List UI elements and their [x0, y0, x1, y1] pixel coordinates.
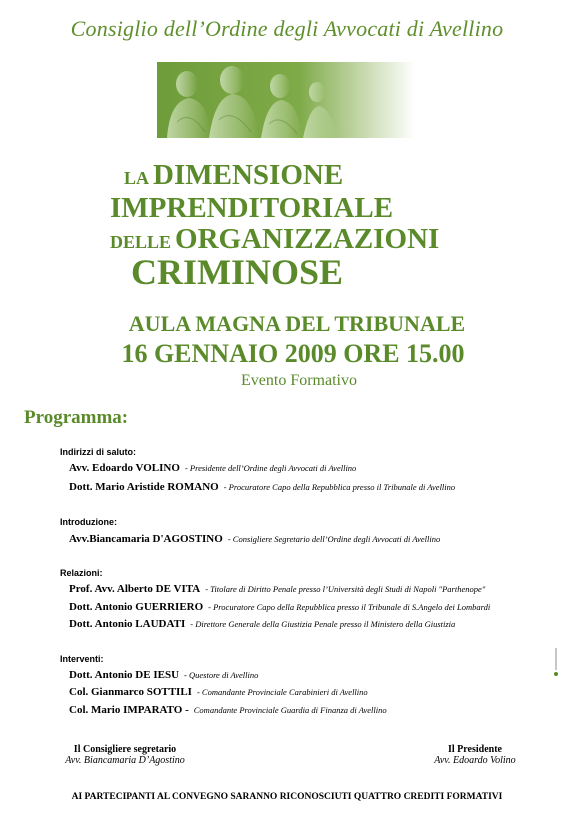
signature-role: Il Presidente [448, 744, 502, 755]
speaker-name: Col. Gianmarco SOTTILI [69, 686, 192, 698]
speaker-role: - Procuratore Capo della Repubblica presso il Tribunale di Avellino [223, 482, 456, 492]
section-label: Relazioni: [60, 568, 103, 578]
title-line-4: CRIMINOSE [131, 252, 344, 292]
speaker-role: - Questore di Avellino [184, 670, 259, 680]
program-row [69, 618, 455, 630]
venue: AULA MAGNA DEL TRIBUNALE [128, 311, 466, 336]
speaker-role: - Direttore Generale della Giustizia Penale presso il Ministero della Giustizia [190, 619, 456, 629]
title-line-1 [124, 161, 343, 190]
section-label: Introduzione: [60, 517, 117, 527]
title-line-3 [110, 225, 439, 254]
speaker-role: - Consigliere Segretario dell’Ordine degli Avvocati di Avellino [227, 534, 441, 544]
speaker-name: Dott. Mario Aristide ROMANO [69, 481, 219, 493]
title-word-dimensione: DIMENSIONE [153, 159, 344, 191]
speaker-name: Avv.Biancamaria D'AGOSTINO [69, 533, 223, 545]
speaker-role: Comandante Provinciale Guardia di Finanza di Avellino [193, 705, 387, 715]
signature-left [50, 744, 200, 766]
classical-figures-image [157, 62, 415, 138]
program-row [69, 583, 485, 595]
program-row [69, 533, 440, 545]
program-row [69, 601, 490, 613]
event-type: Evento Formativo [241, 372, 357, 389]
header-title: Consiglio dell’Ordine degli Avvocati di Avellino [70, 16, 504, 41]
program-row [69, 481, 455, 493]
programma-title: Programma: [24, 407, 129, 428]
speaker-name: Dott. Antonio DE IESU [69, 669, 180, 681]
section-label: Interventi: [60, 654, 104, 664]
title-word-organizzazioni: ORGANIZZAZIONI [175, 223, 440, 255]
speaker-name: Col. Mario IMPARATO - [69, 704, 189, 716]
printer-mark-icon [548, 640, 564, 680]
speaker-role: - Titolare di Diritto Penale presso l’Università degli Studi di Napoli "Parthenope" [205, 584, 486, 594]
event-date: 16 GENNAIO 2009 ORE 15.00 [121, 339, 465, 368]
speaker-role: - Presidente dell’Ordine degli Avvocati di Avellino [184, 463, 357, 473]
speaker-name: Avv. Edoardo VOLINO [69, 462, 180, 474]
signature-right [410, 744, 540, 766]
banner-graphic [157, 62, 415, 138]
signature-role: Il Consigliere segretario [73, 744, 177, 755]
section-label: Indirizzi di saluto: [60, 447, 136, 457]
signature-name: Avv. Edoardo Volino [434, 755, 516, 766]
title-line-2: IMPRENDITORIALE [110, 192, 394, 224]
speaker-name: Dott. Antonio LAUDATI [69, 618, 186, 630]
speaker-name: Dott. Antonio GUERRIERO [69, 601, 204, 613]
program-row [69, 462, 356, 474]
title-word-delle: DELLE [110, 232, 172, 252]
title-word-la: LA [124, 168, 150, 188]
signature-name: Avv. Biancamaria D’Agostino [65, 755, 185, 766]
program-row [69, 686, 368, 698]
program-row [69, 704, 387, 716]
speaker-role: - Procuratore Capo della Repubblica presso il Tribunale di S.Angelo dei Lombardi [208, 602, 491, 612]
program-row [69, 669, 258, 681]
footer-note: AI PARTECIPANTI AL CONVEGNO SARANNO RICONOSCIUTI QUATTRO CREDITI FORMATIVI [71, 792, 503, 802]
speaker-name: Prof. Avv. Alberto DE VITA [69, 583, 201, 595]
speaker-role: - Comandante Provinciale Carabinieri di Avellino [196, 687, 368, 697]
